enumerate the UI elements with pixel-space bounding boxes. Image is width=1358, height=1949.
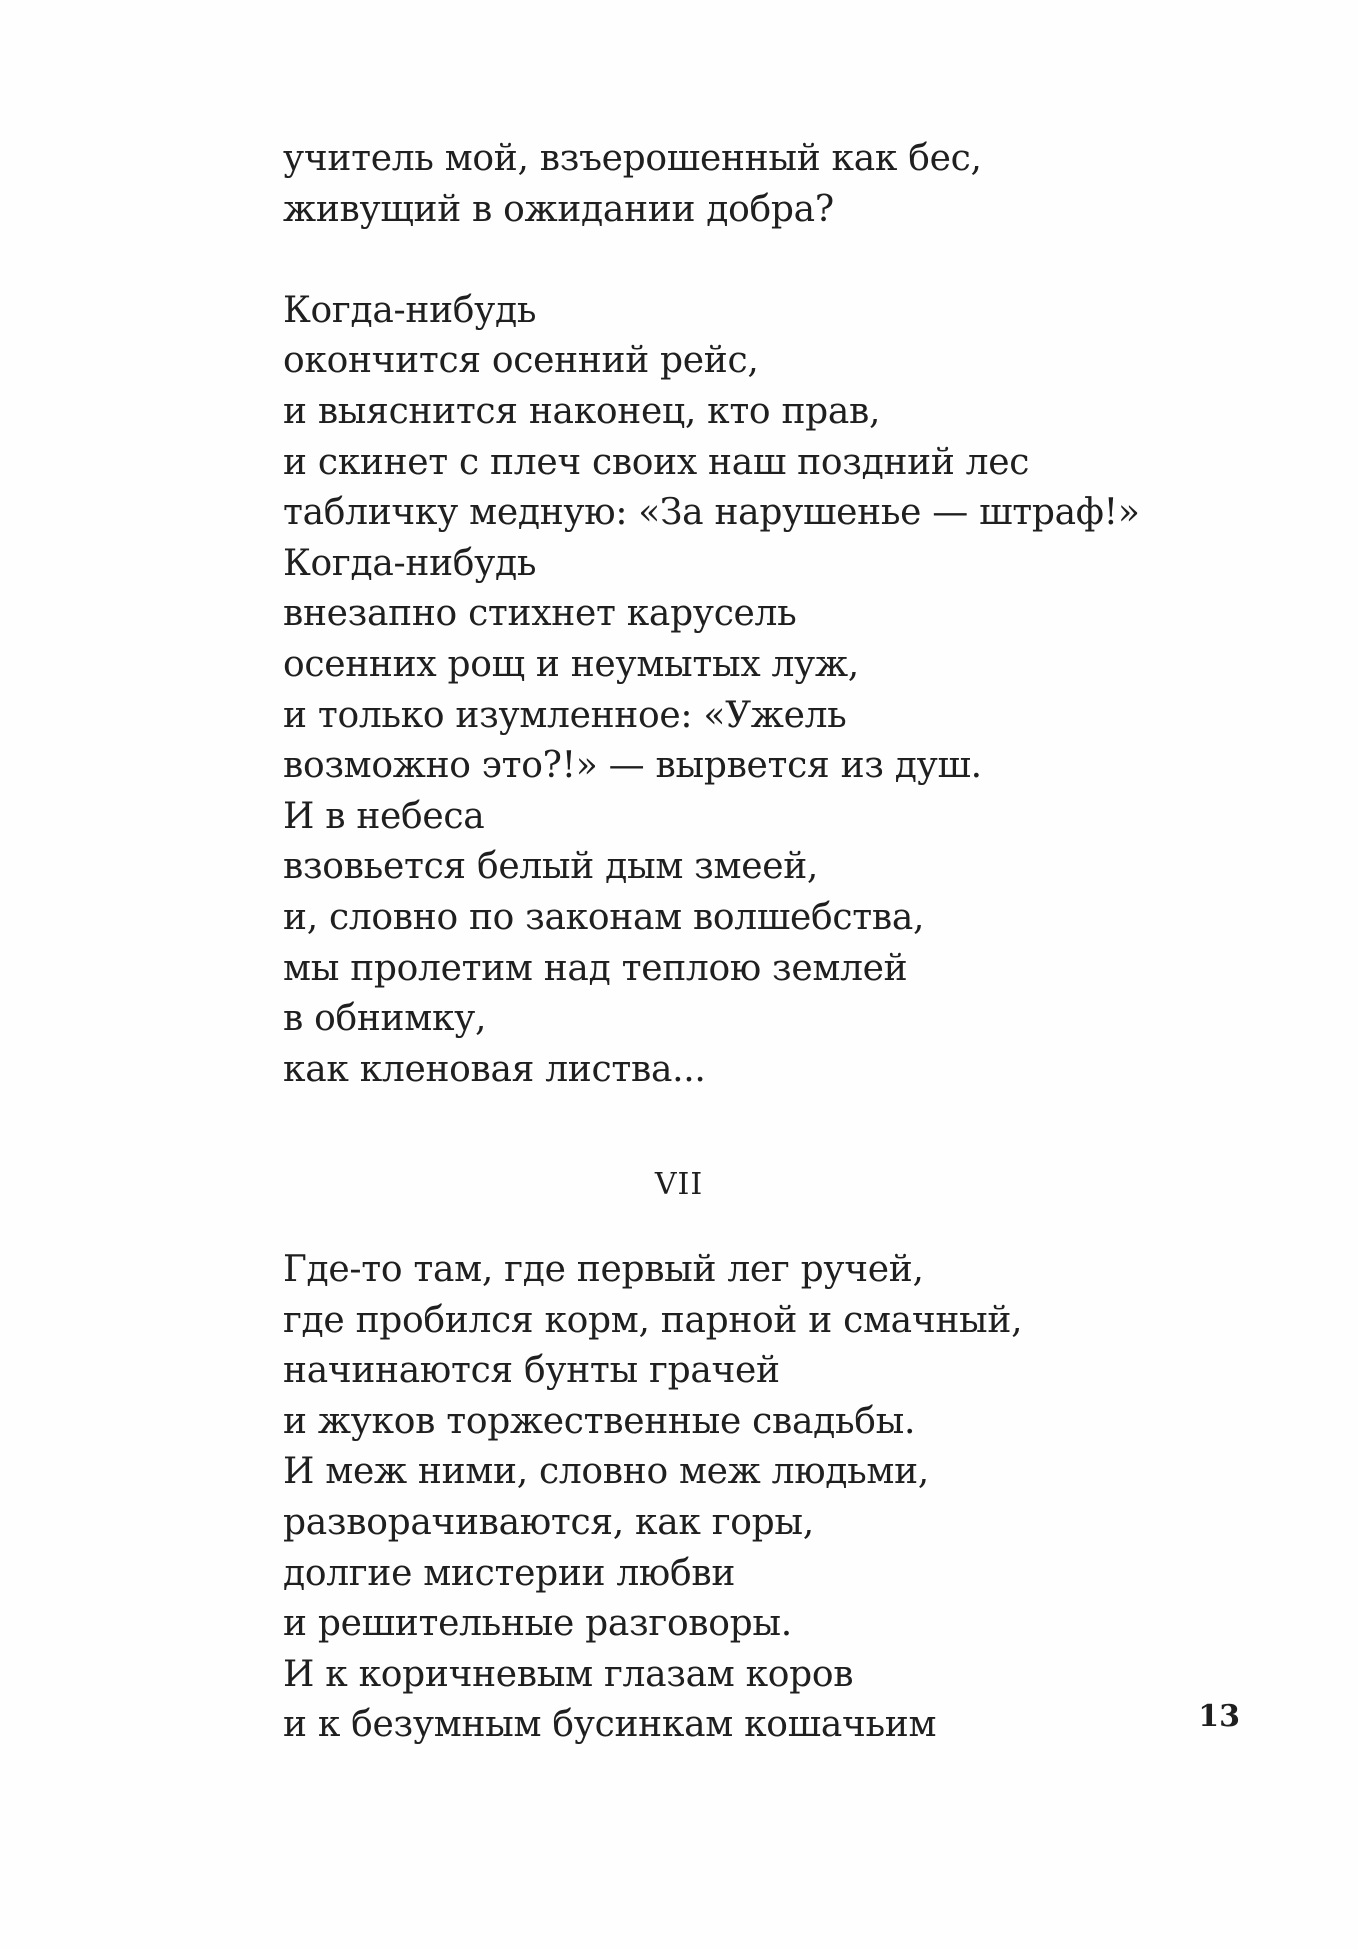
poem-line: и выяснится наконец, кто прав, [283,390,881,432]
poem-line: разворачиваются, как горы, [283,1501,814,1543]
poem-line: внезапно стихнет карусель [283,593,797,635]
poem-line: учитель мой, взъерошенный как бес, [283,138,982,179]
poem-line: окончится осенний рейс, [283,340,759,382]
poem-line: Когда-нибудь [283,289,537,331]
poem-line: Где-то там, где первый лег ручей, [283,1249,924,1290]
poem-line: как кленовая листва... [283,1048,706,1090]
poem-line: и скинет с плеч своих наш поздний лес [283,441,1030,483]
poem-line: и, словно по законам волшебства, [283,896,925,938]
poem-text-block [283,1245,1183,1751]
poem-line: и решительные разговоры. [283,1603,792,1645]
poem-line: и к безумным бусинкам кошачьим [283,1704,937,1746]
poem-line: осенних рощ и неумытых луж, [283,643,859,685]
poem-line: взовьется белый дым змеей, [283,846,819,888]
poem-line: и жуков торжественные свадьбы. [283,1400,916,1442]
poem-line: живущий в ожидании добра? [283,188,834,230]
poem-line: начинаются бунты грачей [283,1350,780,1392]
poem-line: долгие мистерии любви [283,1552,736,1594]
poem-line: в обнимку, [283,998,487,1040]
poem-line: где пробился корм, парной и смачный, [283,1299,1023,1341]
poem-line: и только изумленное: «Ужель [283,694,847,736]
poem-line: И к коричневым глазам коров [283,1653,854,1695]
poem-line: И меж ними, словно меж людьми, [283,1451,929,1493]
poem-line: возможно это?!» — вырвется из душ. [283,745,982,787]
poem-line: мы пролетим над теплою землей [283,947,908,989]
stanza-break [283,235,1183,286]
section-heading: VII [654,1167,704,1202]
poem-text-block [283,134,1183,1095]
poem-line: табличку медную: «За нарушенье — штраф!» [283,492,1140,534]
page-number: 13 [1198,1699,1240,1734]
poem-line: И в небеса [283,795,485,837]
poem-line: Когда-нибудь [283,542,537,584]
